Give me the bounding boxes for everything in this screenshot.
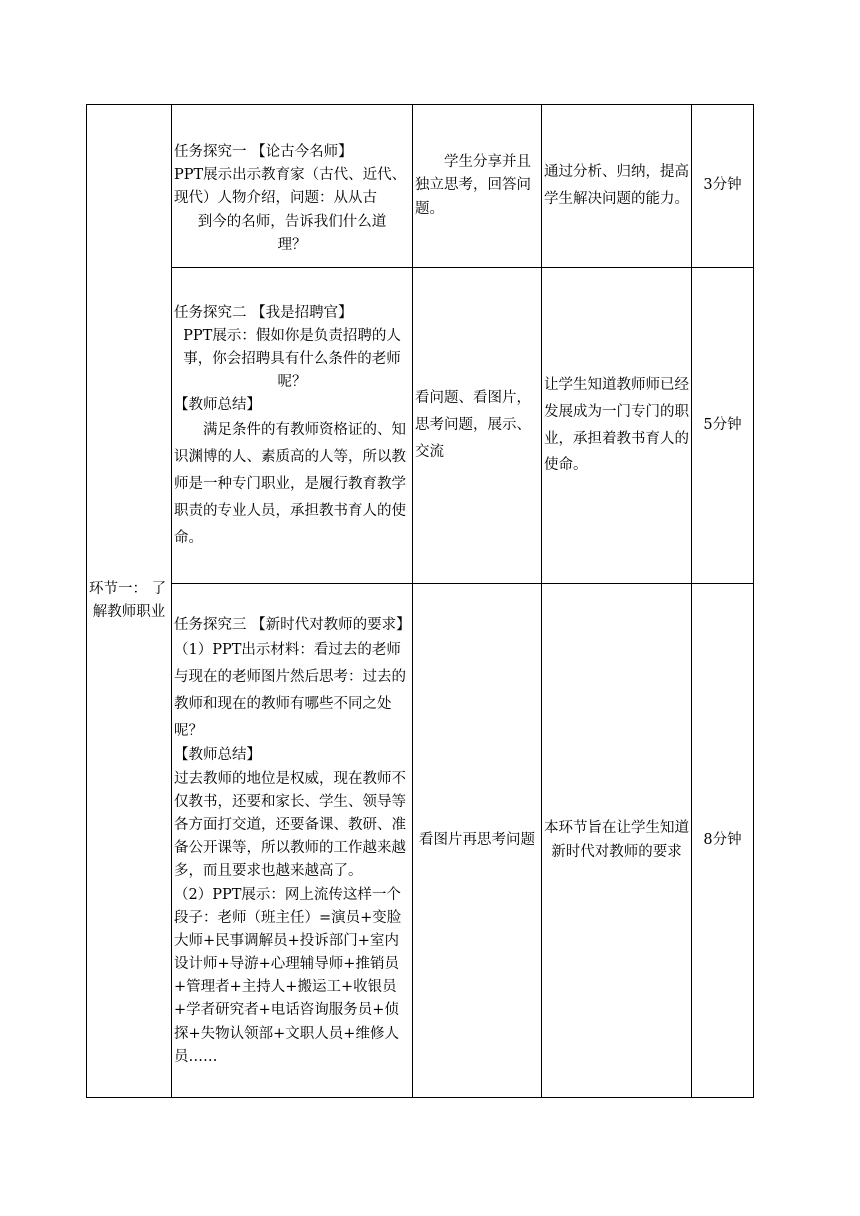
content-cell — [172, 584, 413, 1098]
summary-title: 【教师总结】 — [174, 747, 261, 764]
content-line: 到今的名师，告诉我们什么道 — [197, 213, 387, 230]
student-activity-text: 看图片再思考问题 — [419, 831, 535, 848]
time-text: 3分钟 — [703, 177, 742, 194]
student-activity-text: 学生分享并且独立思考，回答问题。 — [415, 154, 531, 217]
purpose-cell — [542, 268, 692, 584]
stage-label-line1: 环节一： 了 — [89, 580, 167, 597]
content-part2: （2）PPT展示：网上流传这样一个段子：老师（班主任）=演员+变脸大师+民事调解员+投诉部门+室内设计师+导游+心理辅导师+推销员+管理者+主持人+搬运工+收银员+学者研究者+电话咨询服务员+侦探+失物认领部+文职人员+维修人员…… — [174, 886, 402, 1065]
stage-cell — [87, 105, 172, 1098]
table-row — [87, 268, 754, 584]
task-title: 任务探究一 【论古今名师】 — [174, 144, 353, 161]
student-activity-cell — [413, 584, 542, 1098]
time-cell — [692, 268, 754, 584]
task-title: 任务探究三 【新时代对教师的要求】 — [174, 616, 411, 633]
content-line: 现代）人物介绍，问题：从从古 — [174, 190, 377, 207]
student-activity-text: 看问题、看图片，思考问题，展示、交流 — [415, 390, 531, 460]
purpose-cell — [542, 584, 692, 1098]
content-text: PPT展示：假如你是负责招聘的人事，你会招聘具有什么条件的老师呢？ — [183, 327, 401, 391]
table-row — [87, 584, 754, 1098]
student-activity-cell — [413, 105, 542, 268]
content-line: 理？ — [277, 236, 307, 253]
purpose-text: 让学生知道教师师已经发展成为一门专门的职业，承担着教书育人的使命。 — [544, 376, 689, 474]
summary-title: 【教师总结】 — [174, 397, 261, 414]
purpose-text: 通过分析、归纳，提高学生解决问题的能力。 — [544, 164, 689, 207]
content-part1: （1）PPT出示材料：看过去的老师与现在的老师图片然后思考：过去的教师和现在的教师有哪些不同之处呢？ — [174, 642, 406, 739]
content-cell — [172, 105, 413, 268]
purpose-cell — [542, 105, 692, 268]
task-title: 任务探究二 【我是招聘官】 — [174, 304, 353, 321]
content-line: PPT展示出示教育家（古代、近代、 — [174, 167, 407, 184]
time-cell — [692, 584, 754, 1098]
table-row — [87, 105, 754, 268]
purpose-text: 本环节旨在让学生知道新时代对教师的要求 — [544, 820, 689, 860]
summary-text: 过去教师的地位是权威，现在教师不仅教书，还要和家长、学生、领导等各方面打交道，还要备课、教研、准备公开课等，所以教师的工作越来越多，而且要求也越来越高了。 — [174, 770, 406, 880]
summary-text: 满足条件的有教师资格证的、知识渊博的人、素质高的人等，所以教师是一种专门职业，是履行教育教学职责的专业人员，承担教书育人的使命。 — [174, 422, 406, 546]
time-cell — [692, 105, 754, 268]
lesson-plan-table — [86, 104, 754, 1098]
content-cell — [172, 268, 413, 584]
time-text: 5分钟 — [703, 416, 742, 433]
time-text: 8分钟 — [703, 831, 742, 848]
stage-label-line2: 解教师职业 — [92, 604, 166, 620]
student-activity-cell — [413, 268, 542, 584]
